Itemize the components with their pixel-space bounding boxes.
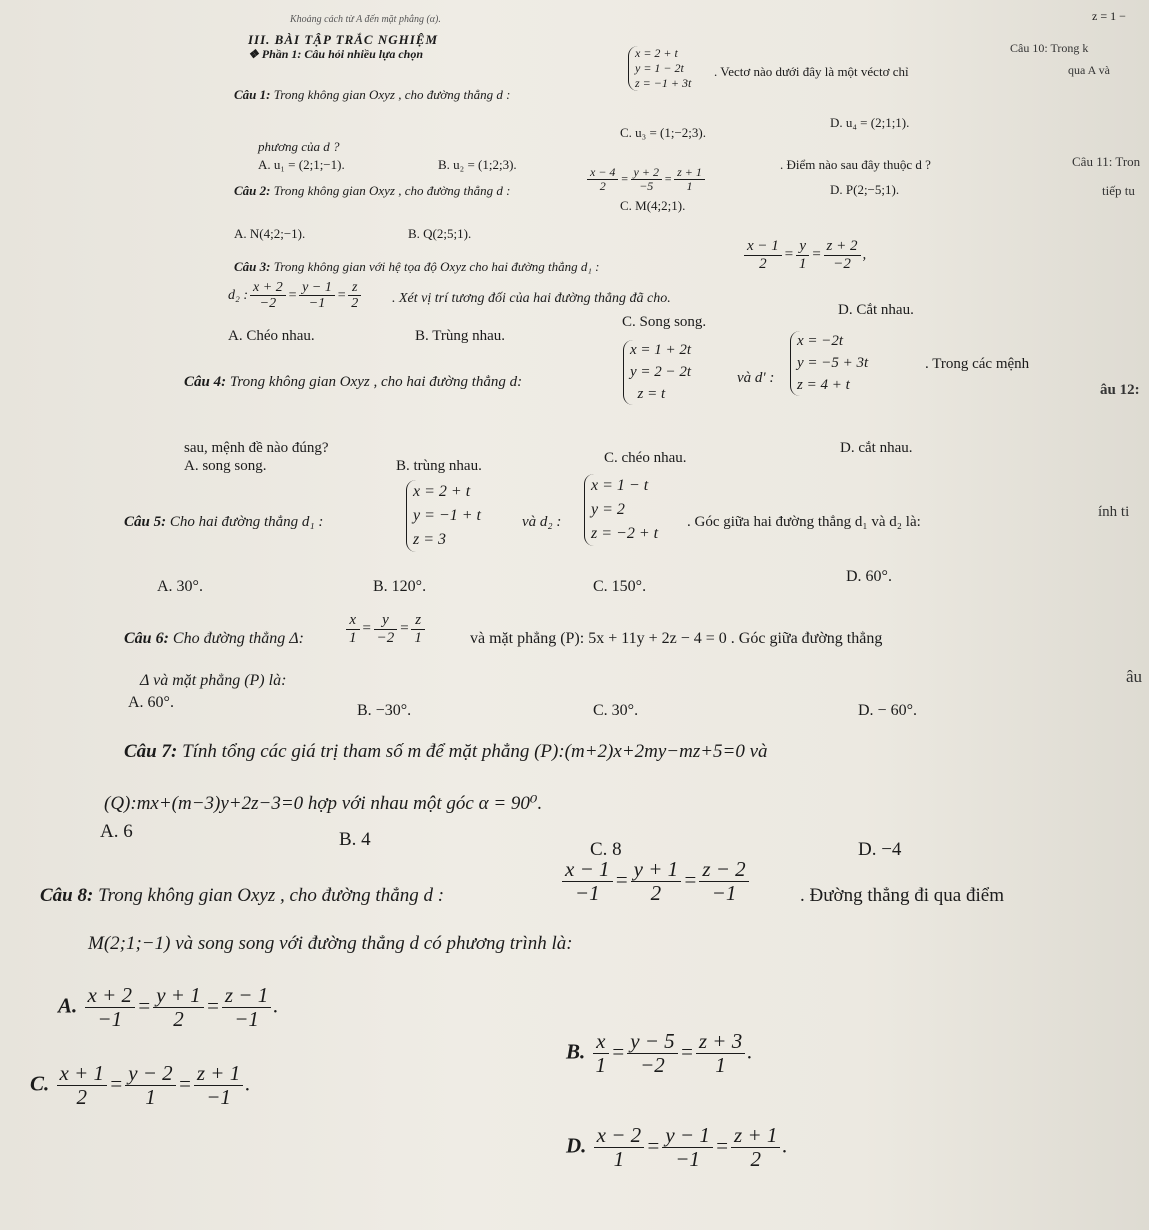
q5-option-a: A. 30°. (157, 578, 203, 595)
q8-option-d: D. $\frac{x - 2}{1}$ = $\frac{y - 1}{-1}$ = $\frac{z + 1}{2}$ . (566, 1123, 788, 1172)
q1-option-c: C. u₃ = (1;−2;3). (620, 125, 706, 140)
q4-system-2: x = −2t y = −5 + 3t z = 4 + t (790, 331, 868, 396)
q8-line2: M(2;1;−1) và song song với đường thẳng d có phương trình là: (88, 933, 573, 954)
q8-stem-text: Trong không gian Oxyz , cho đường thẳng d : (98, 885, 445, 906)
q8-label: Câu 8: (40, 885, 94, 906)
q1-stem-a: Trong không gian Oxyz , cho đường thẳng d : (273, 87, 511, 102)
q5-option-b: B. 120°. (373, 578, 427, 595)
q6-option-a: A. 60°. (128, 694, 174, 711)
right-fragment-2: qua A và (1068, 63, 1110, 77)
q7-option-b: B. 4 (339, 829, 371, 850)
q2-tail: . Điểm nào sau đây thuộc d ? (780, 157, 931, 172)
q5-option-d: D. 60°. (846, 568, 892, 585)
q1-stem-c: phương của d ? (258, 139, 340, 154)
q2-stem (234, 184, 510, 198)
right-fragment-5: âu 12: (1100, 382, 1140, 398)
q1-option-b: B. u₂ = (1;2;3). (438, 157, 517, 172)
q5-mid: và d₂ : (522, 514, 562, 530)
q7-stem-text: Tính tổng các giá trị tham số m để mặt phẳng (P):(m+2)x+2my−mz+5=0 và (182, 741, 768, 762)
q6-option-c: C. 30°. (593, 702, 639, 719)
q2-option-c: C. M(4;2;1). (620, 198, 686, 213)
q4-tail2: sau, mệnh đề nào đúng? (184, 440, 329, 456)
q2-option-a: A. N(4;2;−1). (234, 226, 306, 241)
right-fragment-3: Câu 11: Tron (1072, 154, 1141, 169)
q3-tail: . Xét vị trí tương đối của hai đường thẳng đã cho. (392, 291, 671, 306)
q4-stem-text: Trong không gian Oxyz , cho hai đường thẳng d: (229, 374, 523, 390)
q4-option-b: B. trùng nhau. (396, 458, 482, 474)
section-part: ❖ Phần 1: Câu hỏi nhiều lựa chọn (248, 47, 423, 61)
q5-system-1: x = 2 + t y = −1 + t z = 3 (406, 480, 481, 552)
q1-label: Câu 1: (234, 87, 271, 102)
q5-tail: . Góc giữa hai đường thẳng d₁ và d₂ là: (687, 514, 921, 530)
q3-d2-equation: d₂ : $\frac{x + 2}{-2}$ = $\frac{y - 1}{-1}$ = $\frac{z}{2}$ (228, 280, 363, 312)
q1-stem-b: . Vectơ nào dưới đây là một véctơ chỉ (714, 64, 909, 79)
q6-label: Câu 6: (124, 630, 169, 647)
q1-option-a: A. u₁ = (2;1;−1). (258, 157, 345, 172)
q5-option-c: C. 150°. (593, 578, 647, 595)
q3-label: Câu 3: (234, 259, 271, 274)
q4-tail: . Trong các mệnh (925, 356, 1030, 372)
header-fragment: z = 1 − (1092, 9, 1126, 23)
q8-stem (40, 886, 444, 907)
q1-option-d: D. u₄ = (2;1;1). (830, 115, 910, 130)
q7-stem (124, 742, 768, 763)
q5-stem-text: Cho hai đường thẳng d₁ : (169, 514, 324, 530)
q3-d1-equation: $\frac{x - 1}{2}$ = $\frac{y}{1}$ = $\frac{z + 2}{-2}$ , (742, 238, 866, 272)
q6-line2: Δ và mặt phẳng (P) là: (140, 672, 287, 689)
q8-tail: . Đường thẳng đi qua điểm (800, 885, 1004, 906)
right-fragment-4: tiếp tu (1102, 183, 1135, 198)
q4-stem (184, 374, 522, 391)
q8-option-b: B. $\frac{x}{1}$ = $\frac{y - 5}{-2}$ = $\frac{z + 3}{1}$ . (566, 1029, 753, 1078)
right-fragment-7: âu (1126, 667, 1143, 686)
q7-label: Câu 7: (124, 741, 178, 762)
right-fragment-6: ính ti (1098, 504, 1130, 520)
q1-eq-x: x = 2 + t (635, 46, 678, 60)
q2-equation: $\frac{x - 4}{2}$ = $\frac{y + 2}{-5}$ = $\frac{z + 1}{1}$ (585, 166, 707, 193)
section-title: III. BÀI TẬP TRẮC NGHIỆM (248, 32, 439, 47)
q8-option-c: C. $\frac{x + 1}{2}$ = $\frac{y - 2}{1}$ = $\frac{z + 1}{-1}$ . (30, 1061, 251, 1110)
q2-option-d: D. P(2;−5;1). (830, 182, 900, 197)
q2-label: Câu 2: (234, 183, 271, 198)
q6-equation: $\frac{x}{1}$ = $\frac{y}{-2}$ = $\frac{z}{1}$ (344, 612, 427, 646)
q4-mid: và d' : (737, 370, 775, 386)
q1-eq-y: y = 1 − 2t (635, 61, 684, 75)
q4-option-c: C. chéo nhau. (604, 450, 687, 466)
q4-option-d: D. cắt nhau. (840, 440, 913, 456)
q5-system-2: x = 1 − t y = 2 z = −2 + t (584, 474, 658, 546)
q6-option-d: D. − 60°. (858, 702, 917, 719)
q7-option-d: D. −4 (858, 839, 902, 860)
q2-option-b: B. Q(2;5;1). (408, 226, 472, 241)
q4-option-a: A. song song. (184, 458, 267, 474)
q3-option-c: C. Song song. (622, 314, 707, 330)
q8-equation: $\frac{x - 1}{-1}$ = $\frac{y + 1}{2}$ = $\frac{z - 2}{-1}$ (560, 858, 751, 905)
q6-stem (124, 630, 304, 648)
q6-option-b: B. −30°. (357, 702, 412, 719)
header-line: Khoảng cách từ A đến mặt phẳng (α). (290, 14, 441, 25)
q5-label: Câu 5: (124, 514, 167, 530)
q8-option-a: A. $\frac{x + 2}{-1}$ = $\frac{y + 1}{2}$ = $\frac{z - 1}{-1}$ . (58, 983, 279, 1032)
right-fragment-1: Câu 10: Trong k (1010, 41, 1089, 55)
q5-stem (124, 514, 323, 531)
q2-stem-text: Trong không gian Oxyz , cho đường thẳng d : (273, 183, 511, 198)
q3-option-a: A. Chéo nhau. (228, 328, 315, 344)
q3-stem-text: Trong không gian với hệ tọa độ Oxyz cho hai đường thẳng d₁ : (273, 259, 600, 274)
q1-system (628, 46, 691, 91)
q1-eq-z: z = −1 + 3t (635, 76, 692, 90)
q6-stem-text: Cho đường thẳng Δ: (172, 630, 305, 647)
q7-option-a: A. 6 (100, 821, 133, 842)
q3-option-b: B. Trùng nhau. (415, 328, 506, 344)
q7-option-c: C. 8 (590, 839, 622, 860)
q6-tail: và mặt phẳng (P): 5x + 11y + 2z − 4 = 0 . Góc giữa đường thẳng (470, 630, 883, 647)
q3-stem (234, 260, 600, 274)
q4-system-1: x = 1 + 2t y = 2 − 2t z = t (623, 340, 691, 405)
q7-line2: (Q):mx+(m−3)y+2z−3=0 hợp với nhau một góc α = 90⁰. (104, 793, 543, 814)
q1-stem (234, 88, 510, 102)
q4-label: Câu 4: (184, 374, 227, 390)
q3-option-d: D. Cắt nhau. (838, 302, 914, 318)
